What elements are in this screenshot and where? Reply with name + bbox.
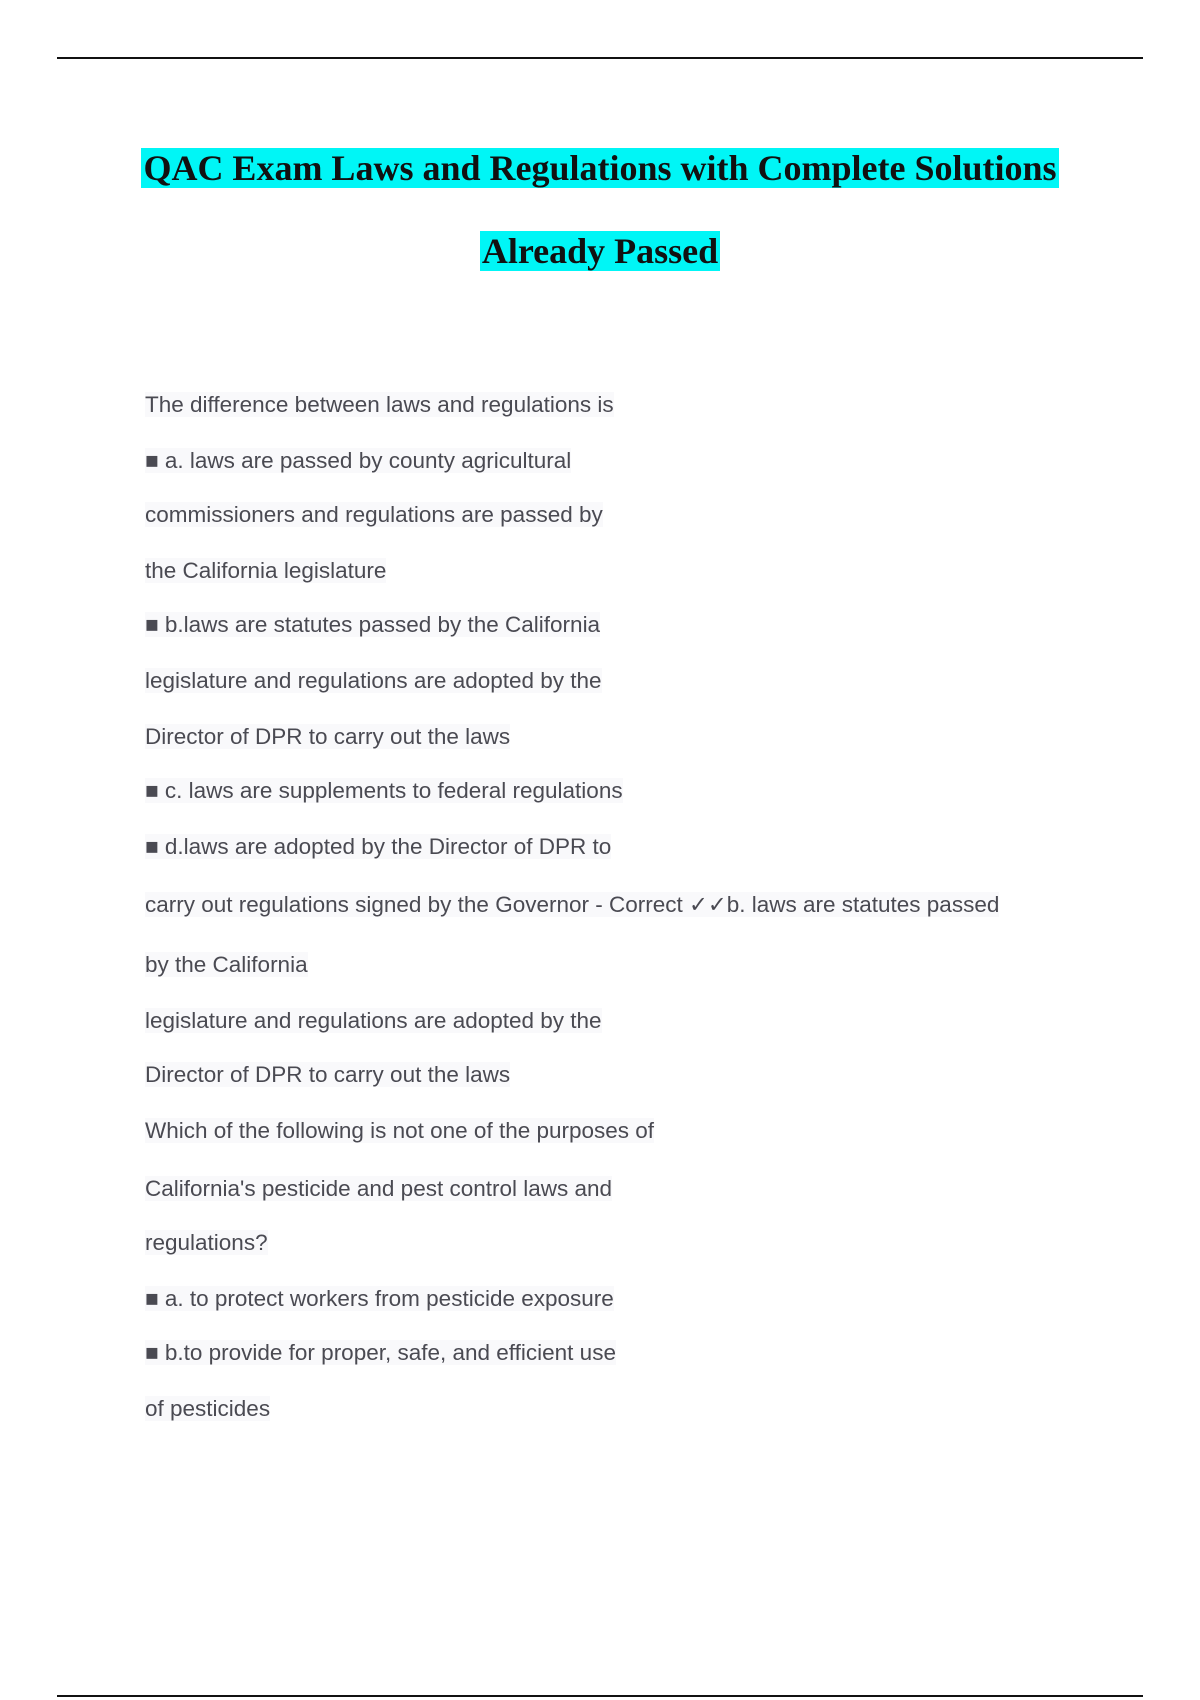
body-line: Which of the following is not one of the purposes of: [145, 1118, 655, 1143]
body-line: legislature and regulations are adopted by the: [145, 668, 602, 693]
body-line: carry out regulations signed by the Governor - Correct ✓✓b. laws are statutes passed: [145, 892, 1000, 917]
top-rule: [57, 57, 1143, 59]
body-line: legislature and regulations are adopted by the: [145, 1008, 602, 1033]
body-line: by the California: [145, 952, 308, 977]
body-line: ■ a. to protect workers from pesticide exposure: [145, 1286, 614, 1311]
body-line: commissioners and regulations are passed by: [145, 502, 603, 527]
bottom-rule: [57, 1695, 1143, 1697]
body-line: ■ d.laws are adopted by the Director of DPR to: [145, 834, 612, 859]
body-line: ■ b.laws are statutes passed by the California: [145, 612, 601, 637]
document-title-line-2: [0, 229, 1200, 273]
body-line: ■ a. laws are passed by county agricultural: [145, 448, 572, 473]
body-line: Director of DPR to carry out the laws: [145, 724, 511, 749]
body-line: ■ b.to provide for proper, safe, and efficient use: [145, 1340, 616, 1365]
body-line: of pesticides: [145, 1396, 271, 1421]
body-line: The difference between laws and regulations is: [145, 392, 614, 417]
title-highlight-1: QAC Exam Laws and Regulations with Complete Solutions: [143, 148, 1057, 188]
body-line: the California legislature: [145, 558, 387, 583]
body-line: California's pesticide and pest control laws and: [145, 1176, 613, 1201]
body-line: ■ c. laws are supplements to federal regulations: [145, 778, 623, 803]
document-title-line-1: [0, 146, 1200, 190]
body-line: Director of DPR to carry out the laws: [145, 1062, 511, 1087]
title-highlight-2: Already Passed: [481, 231, 719, 271]
body-line: regulations?: [145, 1230, 268, 1255]
